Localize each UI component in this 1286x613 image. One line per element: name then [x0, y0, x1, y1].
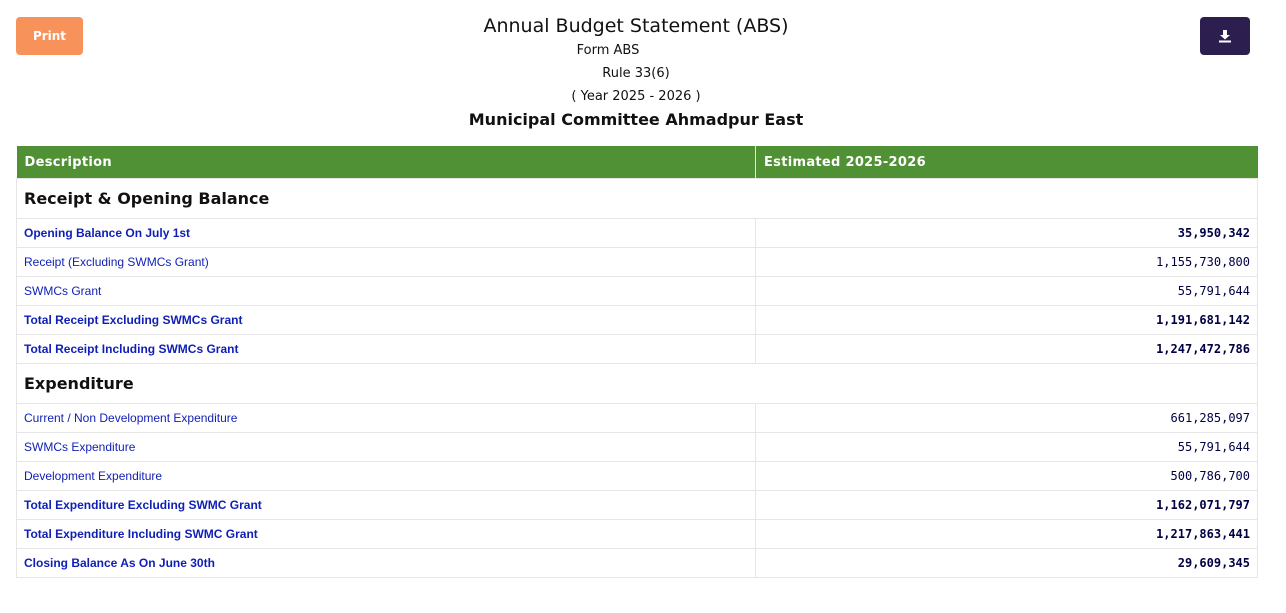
- form-label: Form ABS: [576, 43, 640, 58]
- row-description-link[interactable]: Receipt (Excluding SWMCs Grant): [17, 248, 756, 277]
- table-row: [17, 462, 1258, 491]
- year-label: ( Year 2025 - 2026 ): [571, 89, 701, 104]
- column-header-estimated: Estimated 2025-2026: [756, 146, 1258, 179]
- row-description-link[interactable]: Total Receipt Including SWMCs Grant: [17, 335, 756, 364]
- table-header-row: [17, 146, 1258, 179]
- row-amount: 29,609,345: [756, 549, 1258, 578]
- table-row: [17, 433, 1258, 462]
- row-amount: 1,162,071,797: [756, 491, 1258, 520]
- section-title: Receipt & Opening Balance: [17, 179, 1258, 219]
- row-description-link[interactable]: Total Expenditure Excluding SWMC Grant: [17, 491, 756, 520]
- row-description-link[interactable]: SWMCs Expenditure: [17, 433, 756, 462]
- page-title: Annual Budget Statement (ABS): [483, 15, 789, 37]
- row-amount: 661,285,097: [756, 404, 1258, 433]
- row-amount: 1,217,863,441: [756, 520, 1258, 549]
- table-row: [17, 335, 1258, 364]
- row-description-link[interactable]: SWMCs Grant: [17, 277, 756, 306]
- row-amount: 1,247,472,786: [756, 335, 1258, 364]
- budget-table-body: [17, 179, 1258, 578]
- table-row: [17, 549, 1258, 578]
- row-amount: 55,791,644: [756, 277, 1258, 306]
- row-description-link[interactable]: Opening Balance On July 1st: [17, 219, 756, 248]
- row-amount: 55,791,644: [756, 433, 1258, 462]
- table-row: [17, 277, 1258, 306]
- table-row: [17, 248, 1258, 277]
- budget-table: [16, 146, 1258, 578]
- row-amount: 35,950,342: [756, 219, 1258, 248]
- row-description-link[interactable]: Total Expenditure Including SWMC Grant: [17, 520, 756, 549]
- row-description-link[interactable]: Current / Non Development Expenditure: [17, 404, 756, 433]
- section-title: Expenditure: [17, 364, 1258, 404]
- row-description-link[interactable]: Development Expenditure: [17, 462, 756, 491]
- column-header-description: Description: [17, 146, 756, 179]
- row-description-link[interactable]: Closing Balance As On June 30th: [17, 549, 756, 578]
- section-row: [17, 179, 1258, 219]
- rule-label: Rule 33(6): [602, 66, 670, 81]
- row-amount: 500,786,700: [756, 462, 1258, 491]
- table-row: [17, 520, 1258, 549]
- table-row: [17, 219, 1258, 248]
- committee-name: Municipal Committee Ahmadpur East: [468, 110, 804, 129]
- table-row: [17, 491, 1258, 520]
- table-row: [17, 404, 1258, 433]
- row-amount: 1,155,730,800: [756, 248, 1258, 277]
- print-button[interactable]: Print: [16, 17, 83, 55]
- row-description-link[interactable]: Total Receipt Excluding SWMCs Grant: [17, 306, 756, 335]
- section-row: [17, 364, 1258, 404]
- row-amount: 1,191,681,142: [756, 306, 1258, 335]
- table-row: [17, 306, 1258, 335]
